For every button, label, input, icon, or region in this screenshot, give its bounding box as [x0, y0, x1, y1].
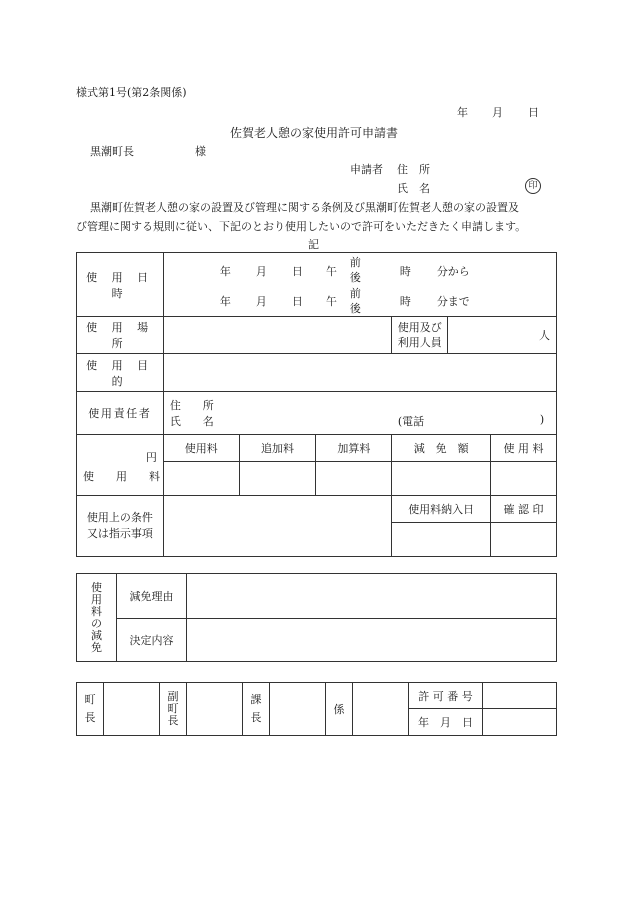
use-place-field[interactable]	[163, 317, 391, 354]
persons-label-line-2: 利用人員	[397, 336, 442, 349]
responsible-name-label: 氏 名	[169, 415, 214, 428]
side-char-6: 免	[91, 640, 102, 654]
deputy-mayor-label	[160, 683, 187, 736]
date-day: 日	[528, 106, 539, 119]
document-title: 佐賀老人憩の家使用許可申請書	[230, 126, 399, 140]
side-char-3: 料	[91, 604, 102, 618]
side-char-4: の	[91, 616, 102, 630]
permit-date-label: 年 月 日	[409, 709, 483, 736]
ki-label: 記	[308, 238, 319, 251]
use-place-label: 使 用 場 所	[77, 317, 164, 354]
applicant-address-label: 住 所	[397, 163, 430, 176]
side-char-1: 使	[91, 580, 102, 594]
staff-seal-field[interactable]	[353, 683, 409, 736]
from-hour: 時	[399, 265, 411, 278]
fee-usage-input[interactable]	[163, 462, 239, 496]
from-zen: 前	[349, 256, 361, 269]
fee-col-reduction: 減 免 額	[392, 435, 491, 462]
side-char-5: 減	[91, 628, 102, 642]
from-year: 年	[219, 265, 231, 278]
mayor-label	[77, 683, 104, 736]
phone-close: )	[539, 413, 545, 426]
deputy-char-2: 町	[167, 702, 179, 715]
fee-col-usage: 使用料	[163, 435, 239, 462]
addressee: 黒潮町長	[90, 145, 134, 158]
fee-reduction-input[interactable]	[392, 462, 491, 496]
chief-char-2: 長	[250, 711, 262, 724]
from-minute: 分から	[436, 265, 470, 278]
date-year: 年	[457, 106, 468, 119]
persons-label-line-1: 使用及び	[397, 321, 442, 334]
reduction-reason-label: 減免理由	[117, 574, 187, 619]
use-datetime-field[interactable]	[163, 253, 556, 317]
use-purpose-label: 使 用 目 的	[77, 354, 164, 392]
from-day: 日	[291, 265, 303, 278]
conditions-label-line-2: 又は指示事項	[86, 527, 153, 540]
staff-label: 係	[326, 683, 353, 736]
persons-label	[392, 317, 448, 354]
responsible-address-label: 住 所	[169, 399, 214, 412]
responsible-label: 使用責任者	[77, 392, 164, 435]
body-text-line-1: 黒潮町佐賀老人憩の家の設置及び管理に関する条例及び黒潮町佐賀老人憩の家の設置及	[90, 201, 519, 214]
side-char-2: 用	[91, 592, 102, 606]
confirm-seal-field[interactable]	[491, 523, 557, 557]
conditions-field[interactable]	[163, 496, 391, 557]
seal-mark: 印	[525, 178, 541, 194]
persons-unit: 人	[539, 329, 550, 342]
permit-number-field[interactable]	[483, 683, 557, 709]
date-month: 月	[492, 106, 503, 119]
conditions-label	[77, 496, 164, 557]
from-month: 月	[255, 265, 267, 278]
yen-unit: 円	[145, 451, 157, 464]
confirm-seal-label: 確 認 印	[491, 496, 557, 523]
to-day: 日	[291, 295, 303, 308]
form-number: 様式第1号(第2条関係)	[76, 86, 187, 99]
fee-col-surcharge: 加算料	[316, 435, 392, 462]
permit-date-field[interactable]	[483, 709, 557, 736]
reduction-side-label	[77, 574, 117, 662]
permit-number-label: 許 可 番 号	[409, 683, 483, 709]
decision-content-field[interactable]	[187, 619, 557, 662]
conditions-label-line-1: 使用上の条件	[86, 511, 153, 524]
applicant-label: 申請者	[350, 163, 383, 176]
fee-surcharge-input[interactable]	[316, 462, 392, 496]
phone-open: (電話	[397, 415, 425, 428]
fee-additional-input[interactable]	[239, 462, 316, 496]
use-datetime-label: 使 用 日 時	[77, 253, 164, 317]
persons-field[interactable]	[448, 317, 557, 354]
fee-col-total: 使 用 料	[491, 435, 557, 462]
deputy-char-3: 長	[167, 714, 179, 727]
section-chief-seal-field[interactable]	[270, 683, 326, 736]
addressee-suffix: 様	[195, 145, 206, 158]
mayor-seal-field[interactable]	[104, 683, 160, 736]
mayor-char-1: 町	[84, 693, 96, 706]
fee-label: 使 用 料	[83, 470, 160, 483]
deputy-char-1: 副	[167, 690, 179, 703]
use-purpose-field[interactable]	[163, 354, 556, 392]
applicant-name-label: 氏 名	[397, 182, 430, 195]
payment-date-field[interactable]	[392, 523, 491, 557]
from-go: 午	[325, 265, 337, 278]
application-table	[76, 252, 557, 557]
to-minute: 分まで	[436, 295, 470, 308]
payment-date-label: 使用料納入日	[392, 496, 491, 523]
section-chief-label	[243, 683, 270, 736]
deputy-mayor-seal-field[interactable]	[187, 683, 243, 736]
fee-total-input[interactable]	[491, 462, 557, 496]
to-go: 午	[325, 295, 337, 308]
to-year: 年	[219, 295, 231, 308]
reduction-table	[76, 573, 557, 662]
decision-content-label: 決定内容	[117, 619, 187, 662]
responsible-field[interactable]	[163, 392, 556, 435]
reduction-reason-field[interactable]	[187, 574, 557, 619]
fee-col-additional: 追加料	[239, 435, 316, 462]
to-month: 月	[255, 295, 267, 308]
chief-char-1: 課	[250, 693, 262, 706]
approval-table	[76, 682, 557, 736]
mayor-char-2: 長	[84, 711, 96, 724]
from-kou: 後	[349, 271, 361, 284]
to-kou: 後	[349, 302, 361, 315]
fee-label-cell	[77, 435, 164, 496]
body-text-line-2: び管理に関する規則に従い、下記のとおり使用したいので許可をいただきたく申請します。	[76, 220, 527, 233]
to-hour: 時	[399, 295, 411, 308]
to-zen: 前	[349, 287, 361, 300]
